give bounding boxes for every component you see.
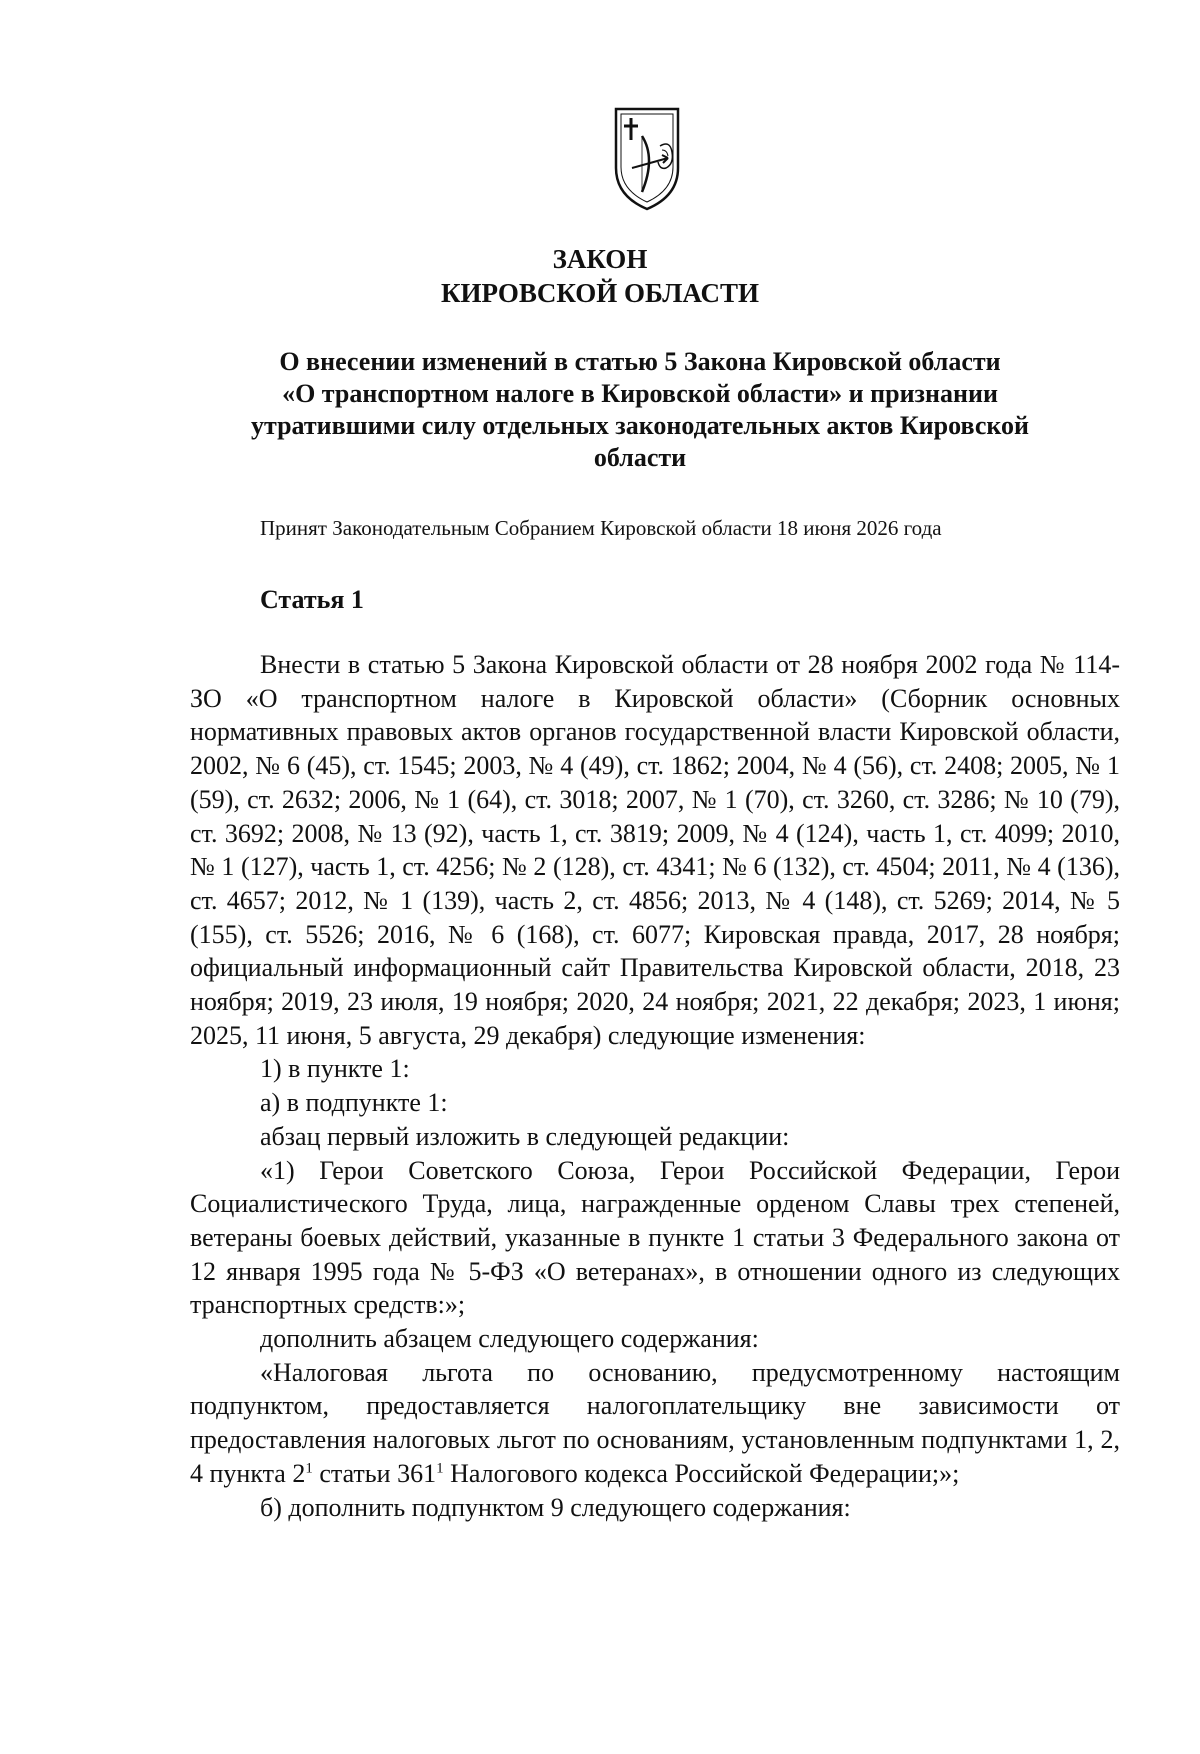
law-title <box>0 242 1200 310</box>
subtitle-line: «О транспортном налоге в Кировской области» и признании <box>282 379 998 408</box>
paragraph: дополнить абзацем следующего содержания: <box>260 1324 759 1354</box>
adoption-note: Принят Законодательным Собранием Кировской области 18 июня 2026 года <box>260 516 942 540</box>
paragraph: б) дополнить подпунктом 9 следующего содержания: <box>260 1492 851 1522</box>
text-run: Налогового кодекса Российской Федерации;»; <box>443 1458 960 1488</box>
article-heading: Статья 1 <box>260 585 364 614</box>
title-line: КИРОВСКОЙ ОБЛАСТИ <box>440 278 760 308</box>
paragraph: а) в подпункте 1: <box>260 1088 448 1118</box>
subtitle-line: области <box>593 443 687 472</box>
superscript: 1 <box>436 1460 444 1477</box>
superscript: 1 <box>305 1460 313 1477</box>
subtitle-line: утратившими силу отдельных законодательных актов Кировской <box>251 411 1029 440</box>
paragraph: Внести в статью 5 Закона Кировской области от 28 ноября 2002 года № 114-ЗО «О транспортном налоге в Кировской области» (Сборник основных нормативных правовых актов органов государственной власти Кировской области, 2002, № 6 (45), ст. 1545; 2003, № 4 (49), ст. 1862; 2004, № 4 (56), ст. 2408; 2005, № 1 (59), ст. 2632; 2006, № 1 (64), ст. 3018; 2007, № 1 (70), ст. 3260, ст. 3286; № 10 (79), ст. 3692; 2008, № 13 (92), часть 1, ст. 3819; 2009, № 4 (124), часть 1, ст. 4099; 2010, № 1 (127), часть 1, ст. 4256; № 2 (128), ст. 4341; № 6 (132), ст. 4504; 2011, № 4 (136), ст. 4657; 2012, № 1 (139), часть 2, ст. 4856; 2013, № 4 (148), ст. 5269; 2014, № 5 (155), ст. 5526; 2016, № 6 (168), ст. 6077; Кировская правда, 2017, 28 ноября; официальный информационный сайт Правительства Кировской области, 2018, 23 ноября; 2019, 23 июля, 19 ноября; 2020, 24 ноября; 2021, 22 декабря; 2023, 1 июня; 2025, 11 июня, 5 августа, 29 декабря) следующие изменения: <box>190 650 1120 1050</box>
kirov-coat-of-arms-icon <box>612 106 682 212</box>
subtitle-line: О внесении изменений в статью 5 Закона Кировской области <box>279 347 1001 376</box>
paragraph <box>190 1356 1120 1491</box>
title-line: ЗАКОН <box>552 244 648 274</box>
text-run: «Налоговая льгота по основанию, предусмотренному настоящим подпунктом, предоставляется налогоплательщику вне зависимости от предоставления налоговых льгот по основаниям, установленным подпунктами 1, 2, 4 пункта 2 <box>190 1357 1120 1488</box>
law-subtitle <box>200 346 1080 474</box>
paragraph: абзац первый изложить в следующей редакции: <box>260 1121 790 1151</box>
article-body <box>190 648 1120 1524</box>
paragraph: «1) Герои Советского Союза, Герои Российской Федерации, Герои Социалистического Труда, лица, награжденные орденом Славы трех степеней, ветераны боевых действий, указанные в пункте 1 статьи 3 Федерального закона от 12 января 1995 года № 5-ФЗ «О ветеранах», в отношении одного из следующих транспортных средств:»; <box>190 1155 1120 1320</box>
text-run: статьи 361 <box>312 1458 437 1488</box>
paragraph: 1) в пункте 1: <box>260 1054 410 1084</box>
